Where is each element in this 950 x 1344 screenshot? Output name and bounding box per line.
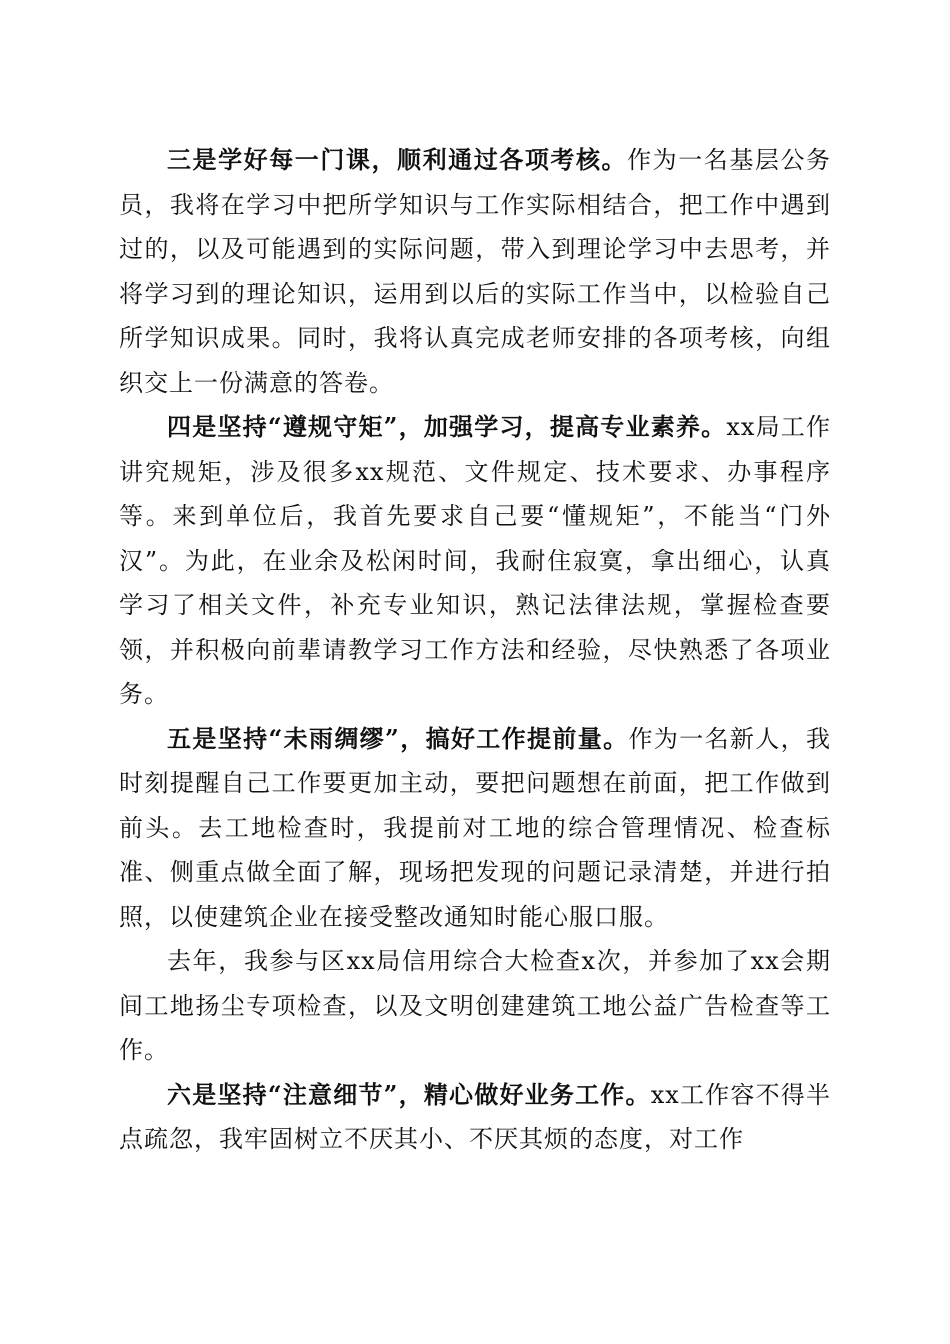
paragraph-text: 去年，我参与区xx局信用综合大检查x次，并参加了xx会期间工地扬尘专项检查，以及文明创建建筑工地公益广告检查等工作。 xyxy=(119,947,831,1064)
paragraph-text: 作为一名基层公务员，我将在学习中把所学知识与工作实际相结合，把工作中遇到过的，以及可能遇到的实际问题，带入到理论学习中去思考，并将学习到的理论知识，运用到以后的实际工作当中，以检验自己所学知识成果。同时，我将认真完成老师安排的各项考核，向组织交上一份满意的答卷。 xyxy=(119,146,832,397)
paragraph-text: xx工作容不得半点疏忽，我牢固树立不厌其小、不厌其烦的态度，对工作 xyxy=(119,1080,831,1153)
paragraph-attention-detail xyxy=(119,1073,831,1162)
paragraph-follow-rules xyxy=(119,405,831,717)
paragraph-lead: 四是坚持“遵规守矩”，加强学习，提高专业素养。 xyxy=(167,412,727,441)
paragraph-plan-ahead xyxy=(119,717,831,940)
paragraph-last-year xyxy=(119,939,831,1073)
document-body xyxy=(119,138,831,1162)
paragraph-lead: 六是坚持“注意细节”，精心做好业务工作。 xyxy=(167,1079,651,1109)
paragraph-text: xx局工作讲究规矩，涉及很多xx规范、文件规定、技术要求、办事程序等。来到单位后，我首先要求自己要“懂规矩”，不能当“门外汉”。为此，在业余及松闲时间，我耐住寂寞，拿出细心，认真学习了相关文件，补充专业知识，熟记法律法规，掌握检查要领，并积极向前辈请教学习工作方法和经验，尽快熟悉了各项业务。 xyxy=(119,413,831,708)
paragraph-study-courses xyxy=(119,138,831,405)
paragraph-text: 作为一名新人，我时刻提醒自己工作要更加主动，要把问题想在前面，把工作做到前头。去工地检查时，我提前对工地的综合管理情况、检查标准、侧重点做全面了解，现场把发现的问题记录清楚，并进行拍照，以使建筑企业在接受整改通知时能心服口服。 xyxy=(119,724,832,931)
paragraph-lead: 三是学好每一门课，顺利通过各项考核。 xyxy=(167,145,628,174)
paragraph-lead: 五是坚持“未雨绸缪”，搞好工作提前量。 xyxy=(167,723,629,753)
